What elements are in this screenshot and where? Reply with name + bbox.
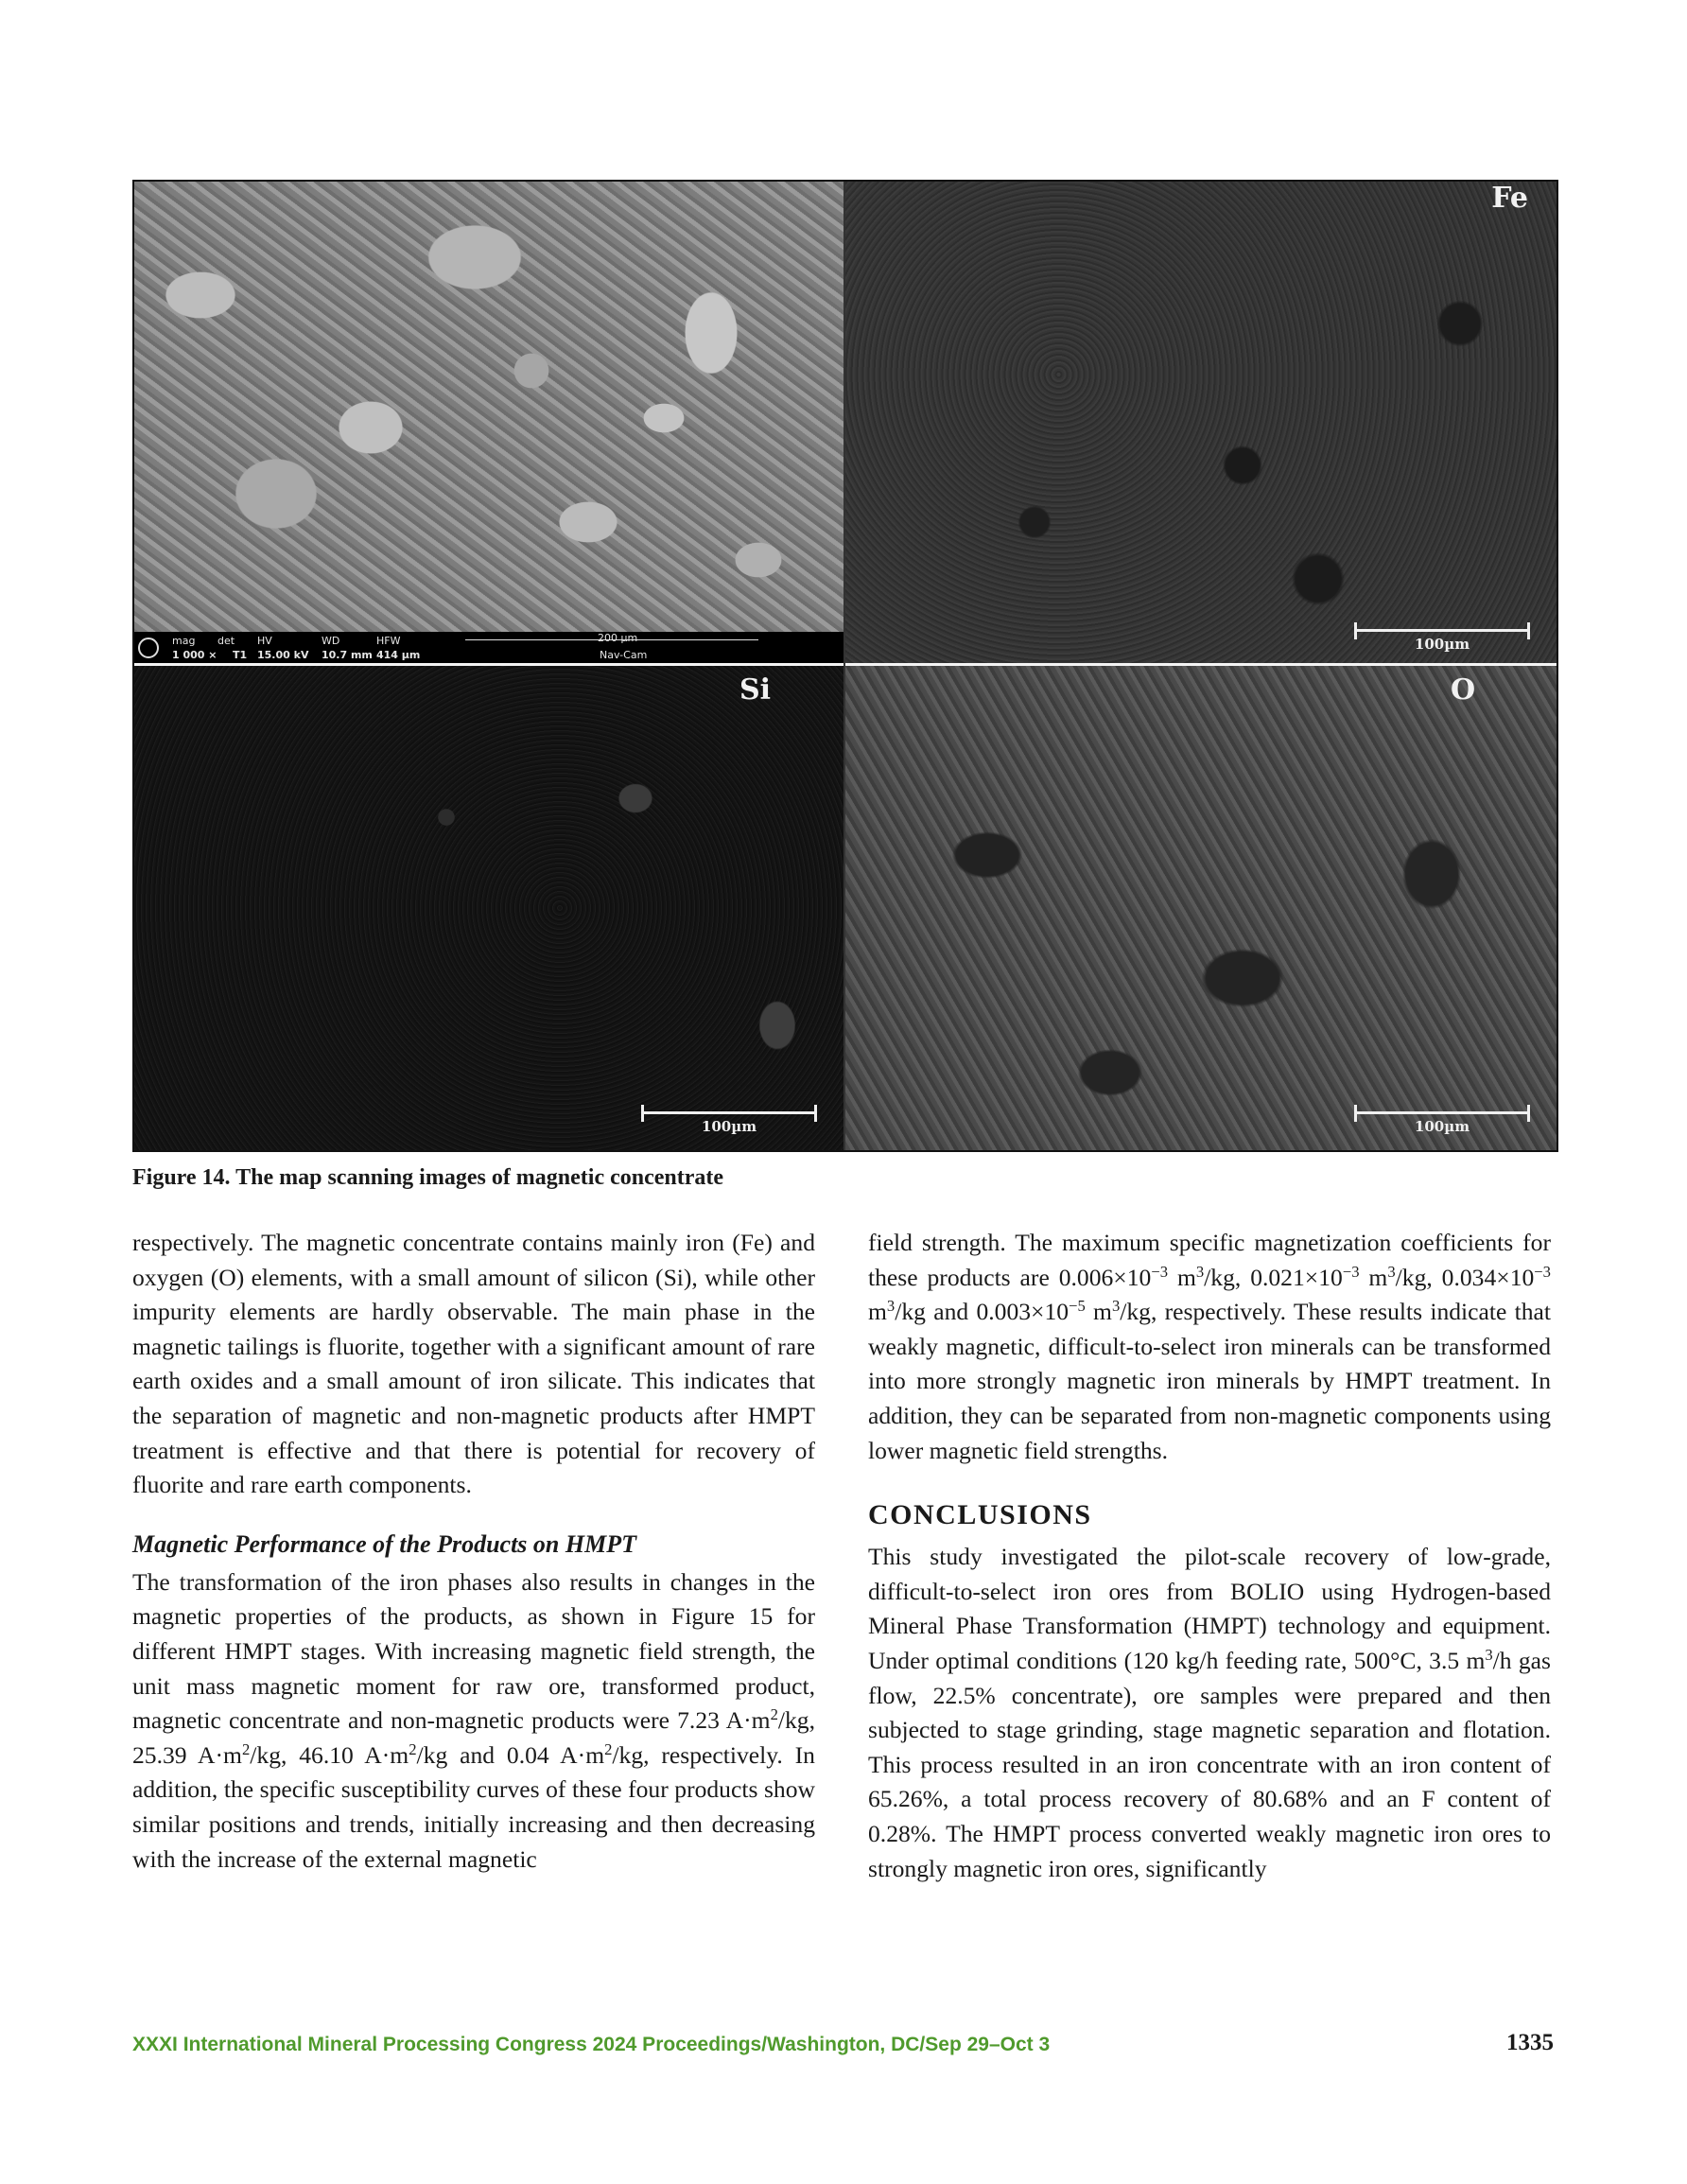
left-paragraph-1: respectively. The magnetic concentrate contains mainly iron (Fe) and oxygen (O) elements, with a small amount of silicon (Si), while other impurity elements are hardly observable. The main phase in the magnetic tailings is fluorite, together with a significant amount of rare earth oxides and a small amount of iron silicate. This indicates that the separation of magnetic and non-magnetic products after HMPT treatment is effective and that there is potential for recovery of fluorite and rare earth components. [132,1229,815,1499]
fe-scale-text: 100µm [1414,636,1470,653]
si-scale-text: 100µm [701,1118,757,1135]
footer-proceedings: XXXI International Mineral Processing Congress 2024 Proceedings/Washington, DC/Sep 29–Oct 3 [132,2034,1051,2055]
si-label: Si [739,673,772,707]
sem-image-panel [134,182,844,664]
sem-info-bar [134,632,844,664]
section-subheading: Magnetic Performance of the Products on HMPT [132,1529,636,1558]
figure-caption: Figure 14. The map scanning images of magnetic concentrate [132,1165,724,1190]
sem-det-value: T1 [233,649,248,661]
sem-wd-label: WD [322,635,340,647]
sem-det-label: det [217,635,235,647]
sem-scale-text: 200 µm [598,632,638,644]
sem-hv-label: HV [257,635,272,647]
o-label: O [1451,673,1476,707]
figure-divider-vertical [844,182,845,1150]
figure-divider-horizontal [134,663,1557,666]
o-map-panel [845,666,1557,1150]
si-scale-bar [641,1105,817,1135]
left-paragraph-2: The transformation of the iron phases also results in changes in the magnetic properties of the products, as shown in Figure 15 for different HMPT stages. With increasing magnetic field strength, the unit mass magnetic moment for raw ore, transformed product, magnetic concentrate and non-magnetic products were 7.23 $A\cdot m^2/kg$, 25.39 $A\cdot m^2/kg$, 46.10 $A\cdot m^2/kg$ and 0.04 $A\cdot m^2/kg$, respectively. In addition, the specific susceptibility curves of these four products show similar positions and trends, initially increasing and then decreasing with the increase of the external magnetic [132,1567,815,1873]
o-scale-bar [1354,1105,1530,1135]
fe-scale-bar [1354,622,1530,653]
page-number: 1335 [1506,2030,1554,2055]
sem-mag-label: mag [172,635,196,647]
figure-14 [132,180,1558,1152]
left-column [132,1226,815,1877]
right-paragraph-2: This study investigated the pilot-scale recovery of low-grade, difficult-to-select iron ores from BOLIO using Hydrogen-based Mineral Phase Transformation (HMPT) technology and equipment. Under optimal conditions (120 kg/h feeding rate, 500°C, 3.5 $m^3/h$ gas flow, 22.5% concentrate), ore samples were prepared and then subjected to stage grinding, stage magnetic separation and flotation. This process resulted in an iron concentrate with an iron content of 65.26%, a total process recovery of 80.68% and an F content of 0.28%. The HMPT process converted weakly magnetic iron ores to strongly magnetic iron ores, significantly [868,1543,1551,1882]
sem-hv-value: 15.00 kV [257,649,309,661]
fe-map-panel [845,182,1557,664]
fe-label: Fe [1491,182,1528,215]
right-paragraph-1: field strength. The maximum specific magnetization coefficients for these products are $0.006\times 10^{-3}$ $m^3/kg$, $0.021\times 10^{-3}$ $m^3/kg$, $0.034\times 10^{-3}$ $m^3/kg$ and $0.003\times 10^{-5}$ $m^3/kg$, respectively. These results indicate that weakly magnetic, difficult-to-select iron minerals can be transformed into more strongly magnetic iron minerals by HMPT treatment. In addition, they can be separated from non-magnetic components using lower magnetic field strengths. [868,1229,1551,1464]
microscope-logo-icon [138,638,159,658]
right-column [868,1226,1551,1886]
sem-hfw-value: 414 µm [376,649,421,661]
sem-navcam-text: Nav-Cam [600,649,648,661]
sem-wd-value: 10.7 mm [322,649,373,661]
sem-hfw-label: HFW [376,635,401,647]
si-map-panel [134,666,844,1150]
o-scale-text: 100µm [1414,1118,1470,1135]
conclusions-heading: CONCLUSIONS [868,1499,1092,1531]
sem-mag-value: 1 000 × [172,649,217,661]
